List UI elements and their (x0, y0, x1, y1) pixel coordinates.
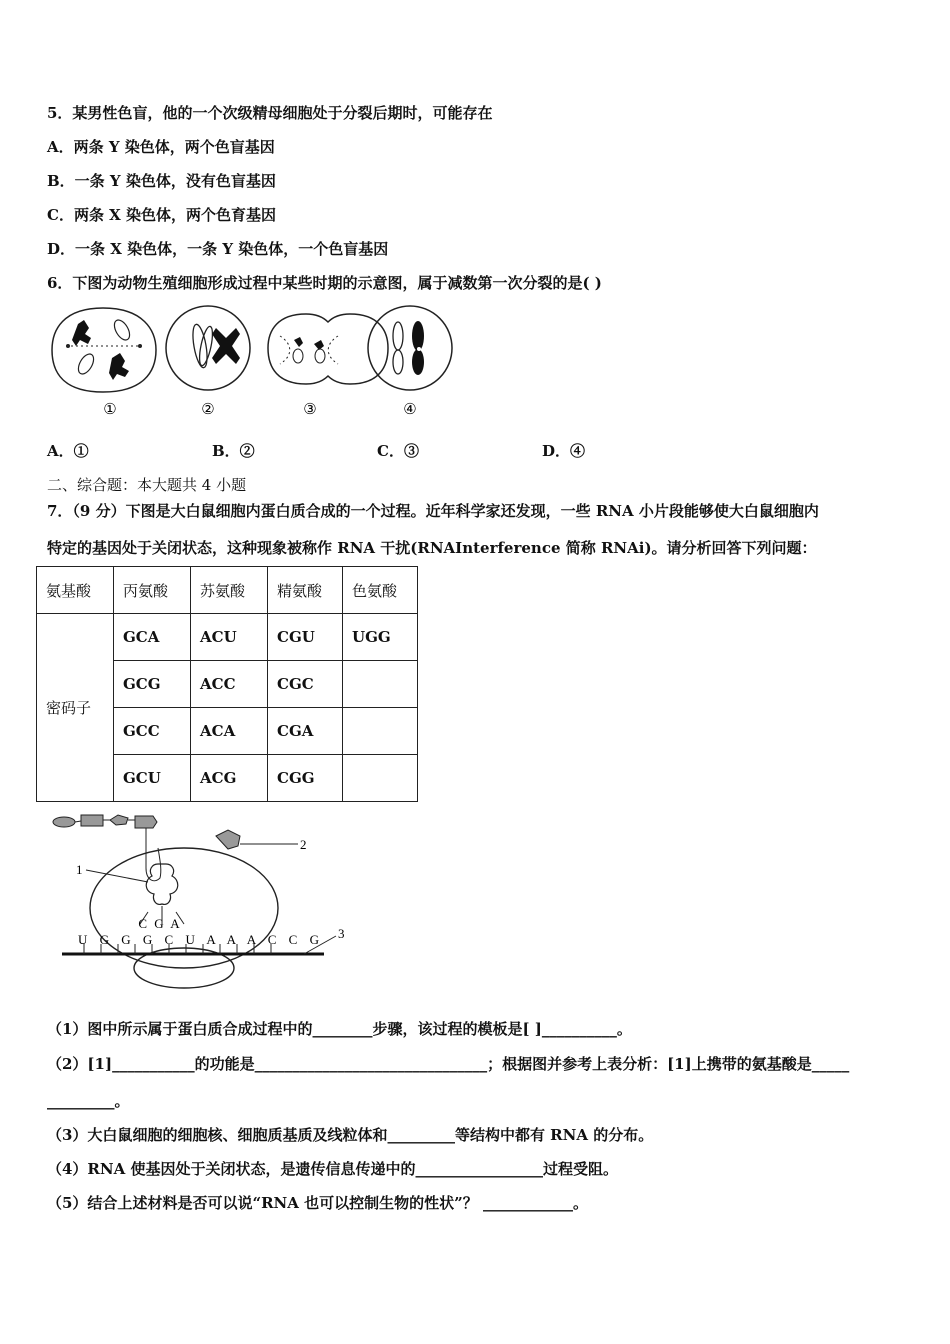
table-header-cell: 精氨酸 (268, 567, 343, 614)
table-header-cell: 苏氨酸 (191, 567, 268, 614)
label-3: 3 (338, 926, 345, 941)
table-cell (343, 708, 418, 755)
cell-diagram-3 (268, 314, 388, 384)
translation-diagram (48, 808, 368, 993)
cell-diagram-4 (368, 306, 452, 390)
table-cell (343, 661, 418, 708)
q6-stem: 6．下图为动物生殖细胞形成过程中某些时期的示意图，属于减数第一次分裂的是( ) (47, 274, 602, 292)
label-1: 1 (76, 862, 83, 877)
q6-option-d: D．④ (542, 442, 586, 460)
anticodon-label: C G A (138, 916, 182, 931)
table-cell: GCG (114, 661, 191, 708)
table-cell: UGG (343, 614, 418, 661)
section-title: 二、综合题：本大题共 4 小题 (47, 476, 247, 494)
row-label-cell: 密码子 (37, 614, 114, 802)
q5-option-d: D．一条 X 染色体，一条 Y 染色体，一个色盲基因 (47, 240, 389, 258)
table-cell: ACA (191, 708, 268, 755)
q7-sub3: （3）大白鼠细胞的细胞核、细胞质基质及线粒体和_________等结构中都有 RNA 的分布。 (47, 1126, 654, 1144)
cell-diagram-2 (166, 306, 250, 390)
q7-sub4: （4）RNA 使基因处于关闭状态，是遗传信息传递中的_________________过程受阻。 (47, 1160, 618, 1178)
table-cell: GCU (114, 755, 191, 802)
cell-label-4: ④ (403, 400, 417, 418)
table-header-cell: 丙氨酸 (114, 567, 191, 614)
table-cell: GCA (114, 614, 191, 661)
q5-option-b: B．一条 Y 染色体，没有色盲基因 (47, 172, 276, 190)
q7-sub1: （1）图中所示属于蛋白质合成过程中的________步骤，该过程的模板是[ ]__________。 (47, 1020, 632, 1038)
cell-label-1: ① (103, 400, 117, 418)
q7-sub5: （5）结合上述材料是否可以说“RNA 也可以控制生物的性状”？ ____________。 (47, 1194, 588, 1212)
table-cell (343, 755, 418, 802)
table-cell: CGU (268, 614, 343, 661)
cell-label-2: ② (201, 400, 215, 418)
table-cell: CGC (268, 661, 343, 708)
table-header-cell: 色氨酸 (343, 567, 418, 614)
table-cell: ACU (191, 614, 268, 661)
q7-stem-line1: 7．（9 分）下图是大白鼠细胞内蛋白质合成的一个过程。近年科学家还发现，一些 RNA 小片段能够使大白鼠细胞内 (47, 502, 819, 520)
q6-option-a: A．① (47, 442, 89, 460)
table-header-cell: 氨基酸 (37, 567, 114, 614)
q5-option-a: A．两条 Y 染色体，两个色盲基因 (47, 138, 275, 156)
table-cell: CGA (268, 708, 343, 755)
label-2: 2 (300, 837, 307, 852)
cell-diagram-1 (52, 308, 156, 392)
q7-sub2-line1: （2）[1]___________的功能是_______________________________；根据图并参考上表分析：[1]上携带的氨基酸是_____ (47, 1055, 850, 1073)
cell-division-figure (48, 300, 468, 425)
q6-option-c: C．③ (377, 442, 419, 460)
table-cell: GCC (114, 708, 191, 755)
table-row (37, 614, 418, 661)
table-cell: ACG (191, 755, 268, 802)
table-cell: ACC (191, 661, 268, 708)
mrna-sequence: U G G G C U A A A C C G (78, 932, 324, 947)
q5-stem: 5．某男性色盲，他的一个次级精母细胞处于分裂后期时，可能存在 (47, 104, 493, 122)
q7-stem-line2: 特定的基因处于关闭状态，这种现象被称作 RNA 干扰(RNAInterference 简称 RNAi)。请分析回答下列问题： (47, 539, 817, 557)
table-header-row (37, 567, 418, 614)
q6-option-b: B．② (212, 442, 255, 460)
table-cell: CGG (268, 755, 343, 802)
q7-sub2-line2: _________。 (47, 1092, 130, 1110)
cell-label-3: ③ (303, 400, 317, 418)
codon-table (36, 566, 418, 802)
q5-option-c: C．两条 X 染色体，两个色育基因 (47, 206, 277, 224)
